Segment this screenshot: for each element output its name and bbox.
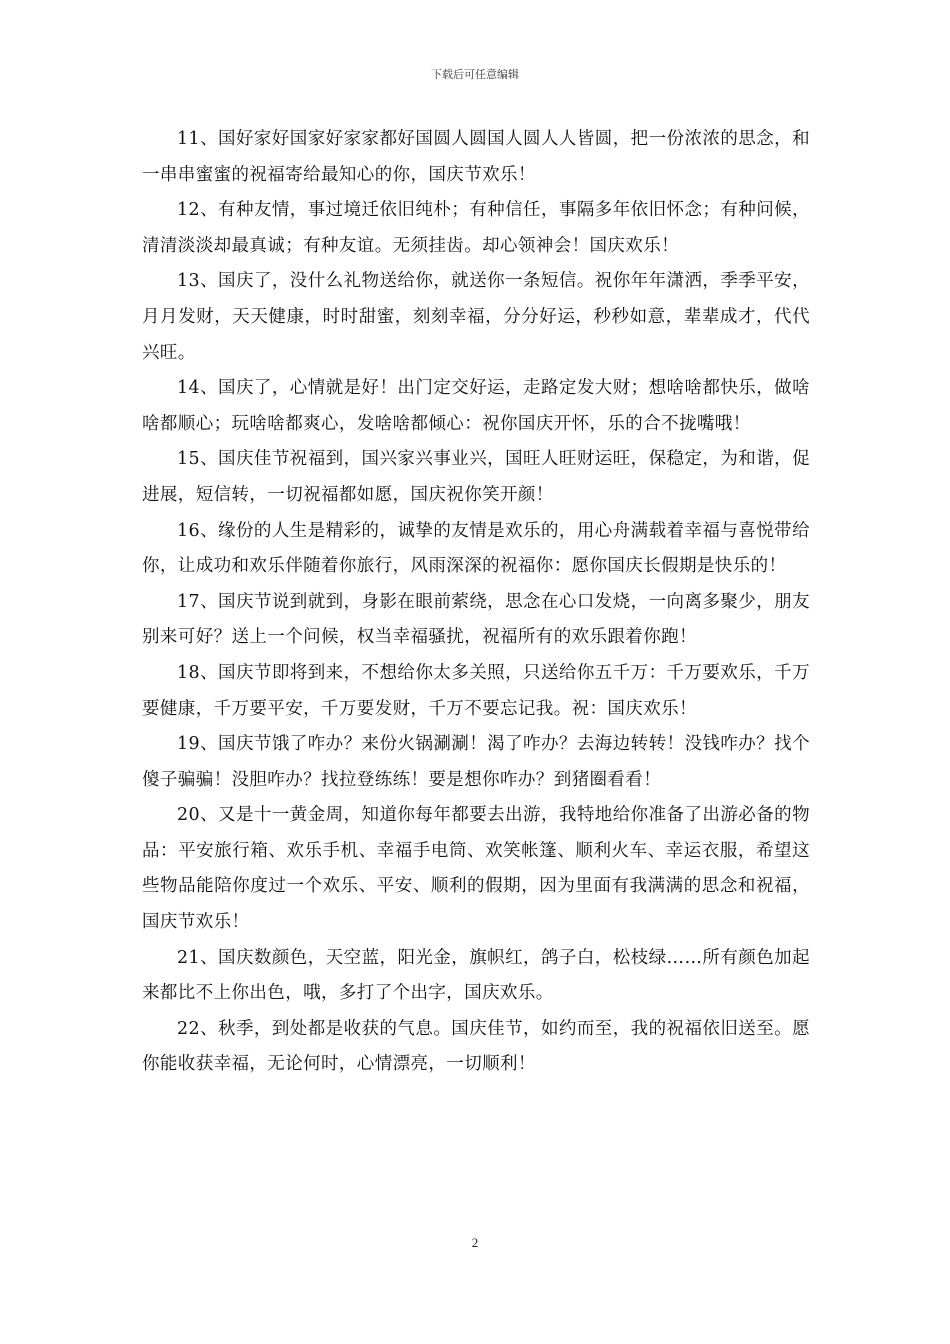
paragraph: 14、国庆了，心情就是好！出门定交好运，走路定发大财；想啥啥都快乐，做啥啥都顺心；玩啥啥都爽心，发啥啥都倾心：祝你国庆开怀，乐的合不拢嘴哦！	[142, 378, 810, 434]
paragraph: 13、国庆了，没什么礼物送给你，就送你一条短信。祝你年年潇洒，季季平安，月月发财，天天健康，时时甜蜜，刻刻幸福，分分好运，秒秒如意，辈辈成才，代代兴旺。	[142, 271, 810, 363]
paragraph: 12、有种友情，事过境迁依旧纯朴；有种信任，事隔多年依旧怀念；有种问候，清清淡淡却最真诚；有种友谊。无须挂齿。却心领神会！国庆欢乐！	[142, 200, 810, 256]
paragraph: 22、秋季，到处都是收获的气息。国庆佳节，如约而至，我的祝福依旧送至。愿你能收获幸福，无论何时，心情漂亮，一切顺利！	[142, 1018, 810, 1075]
paragraph: 19、国庆节饿了咋办？来份火锅涮涮！渴了咋办？去海边转转！没钱咋办？找个傻子骗骗！没胆咋办？找拉登练练！要是想你咋办？到猪圈看看！	[142, 734, 810, 790]
paragraph: 21、国庆数颜色，天空蓝，阳光金，旗帜红，鸽子白，松枝绿……所有颜色加起来都比不上你出色，哦，多打了个出字，国庆欢乐。	[142, 947, 810, 1004]
paragraph: 15、国庆佳节祝福到，国兴家兴事业兴，国旺人旺财运旺，保稳定，为和谐，促进展，短信转，一切祝福都如愿，国庆祝你笑开颜！	[142, 449, 810, 505]
paragraph: 20、又是十一黄金周，知道你每年都要去出游，我特地给你准备了出游必备的物品：平安旅行箱、欢乐手机、幸福手电筒、欢笑帐篷、顺利火车、幸运衣服，希望这些物品能陪你度过一个欢乐、平安、顺利的假期，因为里面有我满满的思念和祝福，国庆节欢乐！	[142, 805, 810, 933]
paragraph: 11、国好家好国家好家家都好国圆人圆国人圆人人皆圆，把一份浓浓的思念，和一串串蜜蜜的祝福寄给最知心的你，国庆节欢乐！	[142, 129, 810, 185]
document-body	[142, 122, 810, 1083]
paragraph: 17、国庆节说到就到，身影在眼前萦绕，思念在心口发烧，一向离多聚少，朋友别来可好？送上一个问候，权当幸福骚扰，祝福所有的欢乐跟着你跑！	[142, 591, 810, 648]
paragraph: 18、国庆节即将到来，不想给你太多关照，只送给你五千万：千万要欢乐，千万要健康，千万要平安，千万要发财，千万不要忘记我。祝：国庆欢乐！	[142, 662, 810, 719]
page-number: 2	[471, 1235, 479, 1250]
page-header: 下载后可任意编辑	[431, 68, 519, 81]
paragraph: 16、缘份的人生是精彩的，诚挚的友情是欢乐的，用心舟满载着幸福与喜悦带给你，让成功和欢乐伴随着你旅行，风雨深深的祝福你：愿你国庆长假期是快乐的！	[142, 520, 810, 577]
